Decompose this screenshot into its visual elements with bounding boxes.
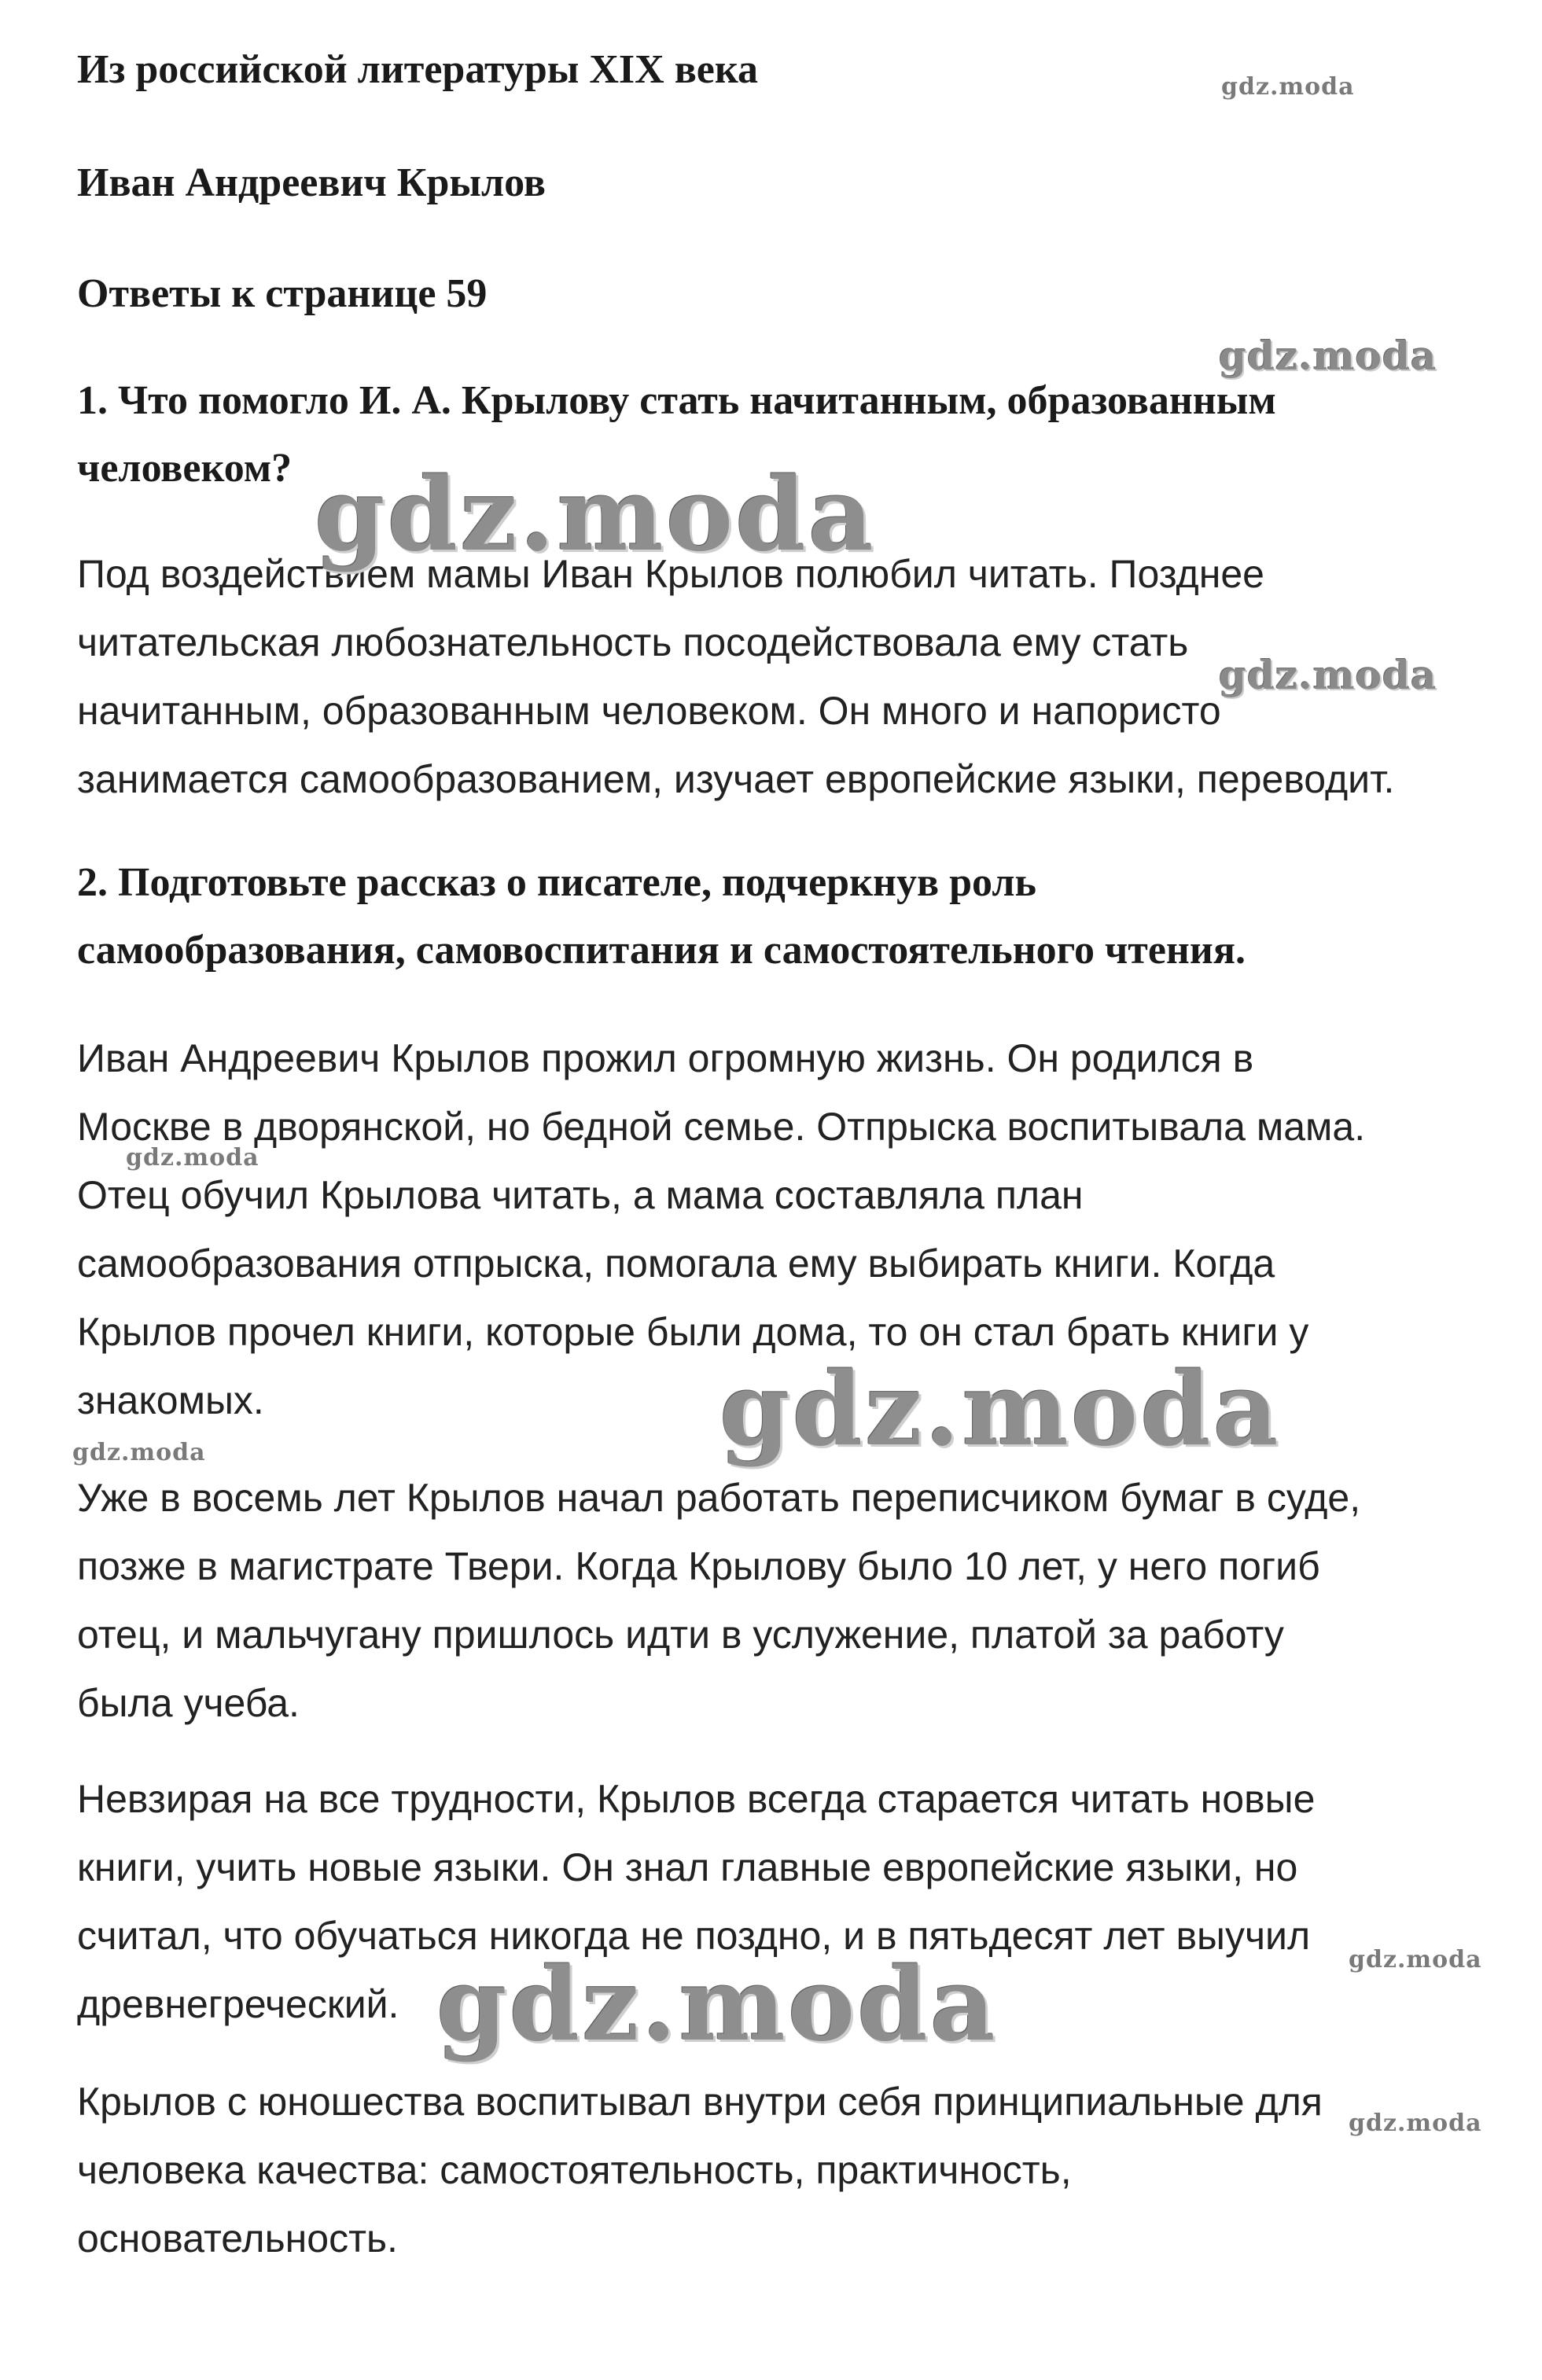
question-2-line: самообразования, самовоспитания и самостоятельного чтения. [77,928,1246,973]
watermark: gdz.moda [126,1144,259,1172]
paragraph-line: считал, что обучаться никогда не поздно, и в пятьдесят лет выучил [77,1914,1311,1958]
paragraph-line: самообразования отпрыска, помогала ему выбирать книги. Когда [77,1241,1275,1286]
answer-1-line: Под воздействием мамы Иван Крылов полюбил читать. Позднее [77,552,1264,596]
answer-1-line: читательская любознательность посодействовала ему стать [77,620,1189,664]
paragraph-line: основательность. [77,2216,398,2260]
watermark: gdz.moda [315,456,876,574]
question-2-line: 2. Подготовьте рассказ о писателе, подчеркнув роль [77,860,1036,905]
paragraph-line: позже в магистрате Твери. Когда Крылову было 10 лет, у него погиб [77,1544,1320,1588]
paragraph-line: Невзирая на все трудности, Крылов всегда старается читать новые [77,1777,1316,1821]
paragraph-line: Отец обучил Крылова читать, а мама составляла план [77,1173,1084,1217]
watermark: gdz.moda [1219,333,1437,379]
watermark: gdz.moda [719,1351,1281,1469]
paragraph-line: Крылов прочел книги, которые были дома, то он стал брать книги у [77,1310,1309,1354]
watermark: gdz.moda [72,1439,206,1466]
paragraph-line: Москве в дворянской, но бедной семье. Отпрыска воспитывала мама. [77,1105,1366,1149]
paragraph-line: отец, и мальчугану пришлось идти в услужение, платой за работу [77,1613,1284,1657]
paragraph-line: древнегреческий. [77,1982,399,2026]
paragraph-line: Крылов с юношества воспитывал внутри себя принципиальные для [77,2080,1323,2124]
paragraph-line: Уже в восемь лет Крылов начал работать переписчиком бумаг в суде, [77,1476,1361,1520]
watermark: gdz.moda [1221,73,1355,101]
question-1-line: 1. Что помогло И. А. Крылову стать начитанным, образованным [77,378,1276,423]
paragraph-line: Иван Андреевич Крылов прожил огромную жизнь. Он родился в [77,1036,1254,1080]
paragraph-line: человека качества: самостоятельность, практичность, [77,2148,1072,2192]
section-title: Из российской литературы XIX века [77,47,759,92]
author-name: Иван Андреевич Крылов [77,160,546,205]
watermark: gdz.moda [436,1946,998,2064]
paragraph-line: книги, учить новые языки. Он знал главные европейские языки, но [77,1845,1298,1889]
watermark: gdz.moda [1349,2110,1482,2137]
answer-1-line: занимается самообразованием, изучает европейские языки, переводит. [77,757,1395,801]
answer-1-line: начитанным, образованным человеком. Он много и напористо [77,689,1221,733]
question-1-line: человеком? [77,446,293,491]
watermark: gdz.moda [1219,652,1437,698]
watermark: gdz.moda [1349,1946,1482,1974]
paragraph-line: знакомых. [77,1378,264,1422]
answers-page-heading: Ответы к странице 59 [77,271,488,316]
paragraph-line: была учеба. [77,1681,300,1725]
